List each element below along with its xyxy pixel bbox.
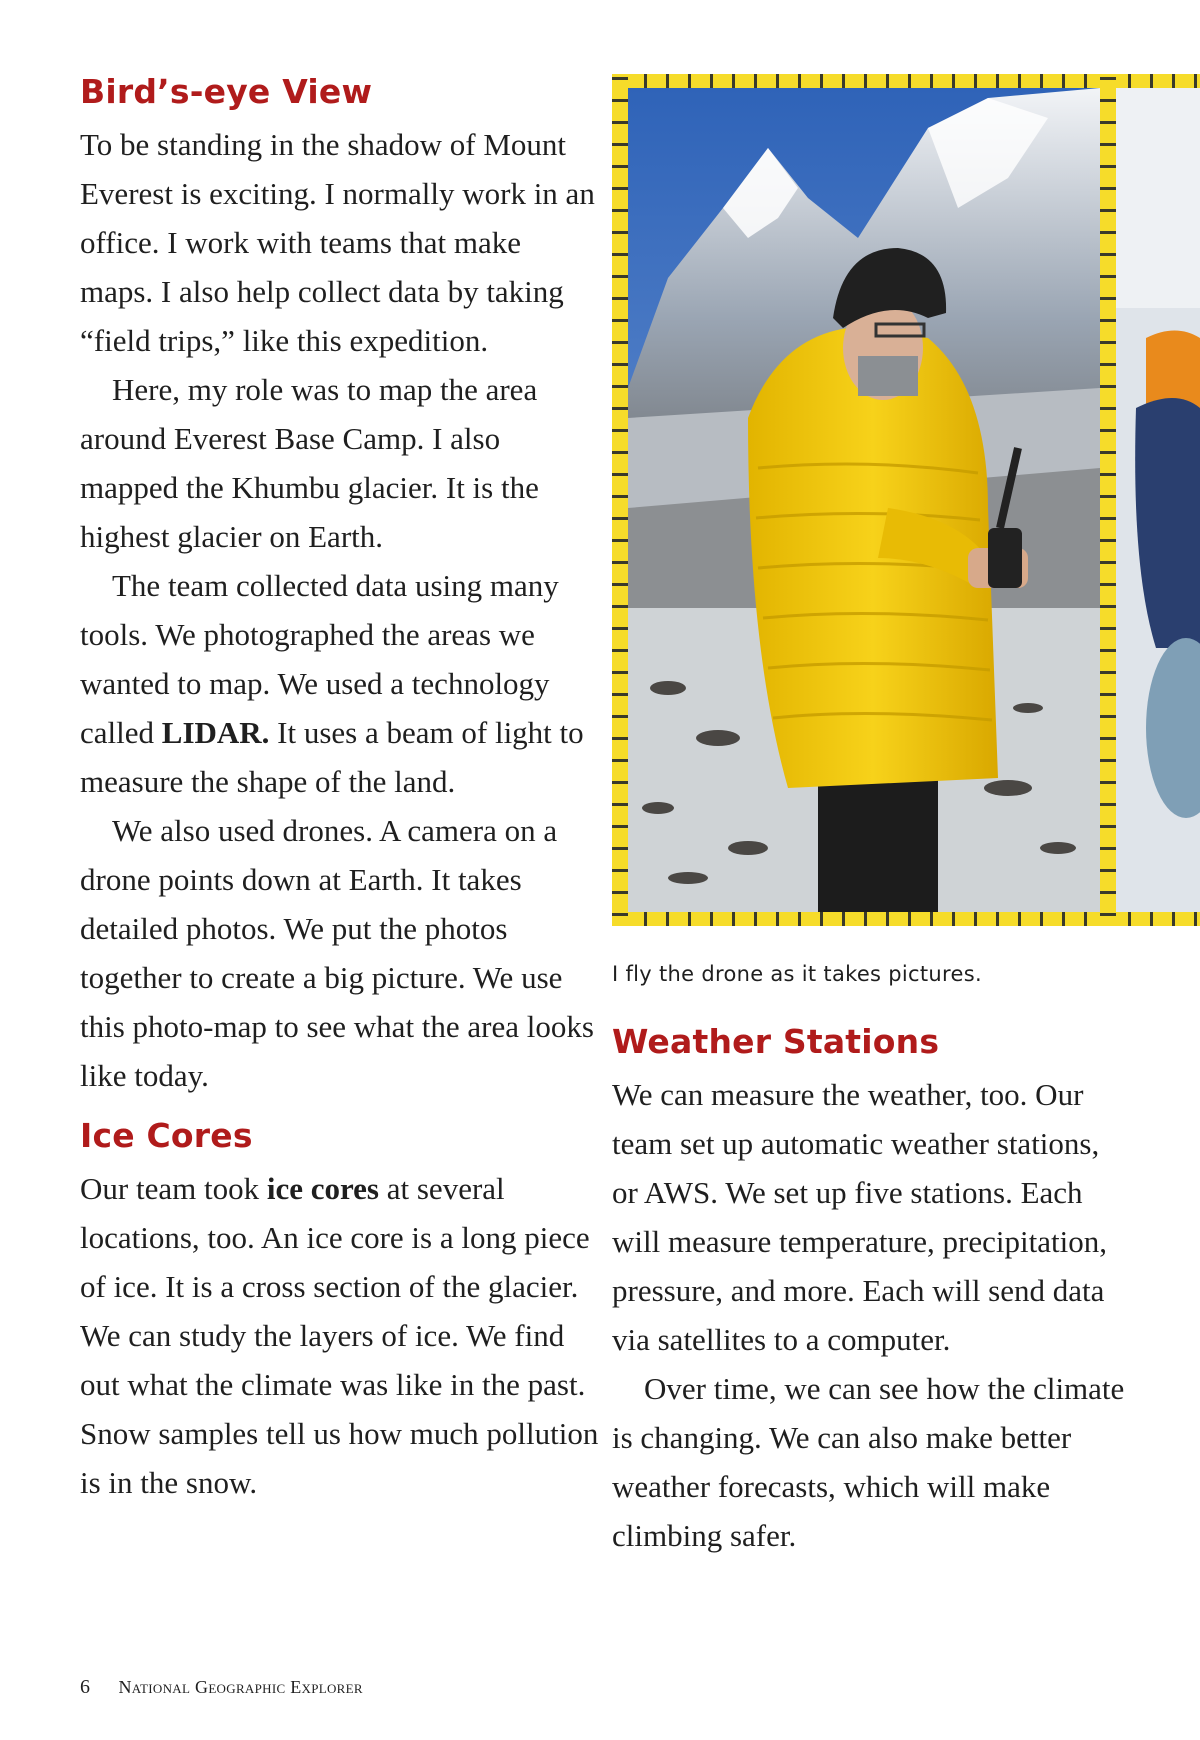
paragraph: Over time, we can see how the climate is changing. We can also make better weather forecasts, which will make climbing safer.: [612, 1371, 1125, 1553]
photo-side-illustration: [1116, 88, 1200, 912]
paragraph: We also used drones. A camera on a drone points down at Earth. It takes detailed photos. We put the photos together to create a big picture. We use this photo-map to see what the area looks like today.: [80, 813, 594, 1093]
paragraph: Here, my role was to map the area around Everest Base Camp. I also mapped the Khumbu glacier. It is the highest glacier on Earth.: [80, 372, 539, 554]
heading-weather-stations: Weather Stations: [612, 1022, 940, 1061]
text-run: The team collected data using many tools. We photographed the areas we wanted to map. We used a technology called: [80, 568, 559, 750]
photo-drone-operator: [612, 74, 1200, 926]
photo-scene-main: [628, 88, 1100, 912]
paragraph: To be standing in the shadow of Mount Everest is exciting. I normally work in an office. I work with teams that make maps. I also help collect data by taking “field trips,” like this expedition.: [80, 127, 595, 358]
paragraph: We can measure the weather, too. Our team set up automatic weather stations, or AWS. We set up five stations. Each will measure temperature, precipitation, pressure, and more. Each will send data via satellites to a computer.: [612, 1077, 1107, 1357]
rope-border-divider: [1100, 74, 1116, 926]
paragraph: [80, 561, 600, 806]
heading-birds-eye-view: Bird’s-eye View: [80, 72, 373, 111]
text-run: It uses a beam of light to measure the shape of the land.: [80, 715, 584, 799]
heading-ice-cores: Ice Cores: [80, 1116, 253, 1155]
photo-caption: I fly the drone as it takes pictures.: [612, 962, 982, 986]
rope-border-left: [612, 74, 628, 926]
publication-title: National Geographic Explorer: [118, 1677, 363, 1697]
page-footer: [80, 1676, 363, 1699]
photo-scene-side: [1116, 88, 1200, 912]
page-number: 6: [80, 1676, 90, 1698]
text-run: at several locations, too. An ice core is a long piece of ice. It is a cross section of the glacier. We can study the layers of ice. We find out what the climate was like in the past. Snow samples tell us how much pollution is in the snow.: [80, 1171, 599, 1500]
term-lidar: LIDAR.: [161, 715, 270, 750]
right-column: [612, 1020, 1132, 1560]
paragraph: [80, 1164, 600, 1507]
photo-illustration: [628, 88, 1100, 912]
text-run: Our team took: [80, 1171, 267, 1206]
term-ice-cores: ice cores: [266, 1171, 379, 1206]
left-column: [80, 70, 600, 1507]
